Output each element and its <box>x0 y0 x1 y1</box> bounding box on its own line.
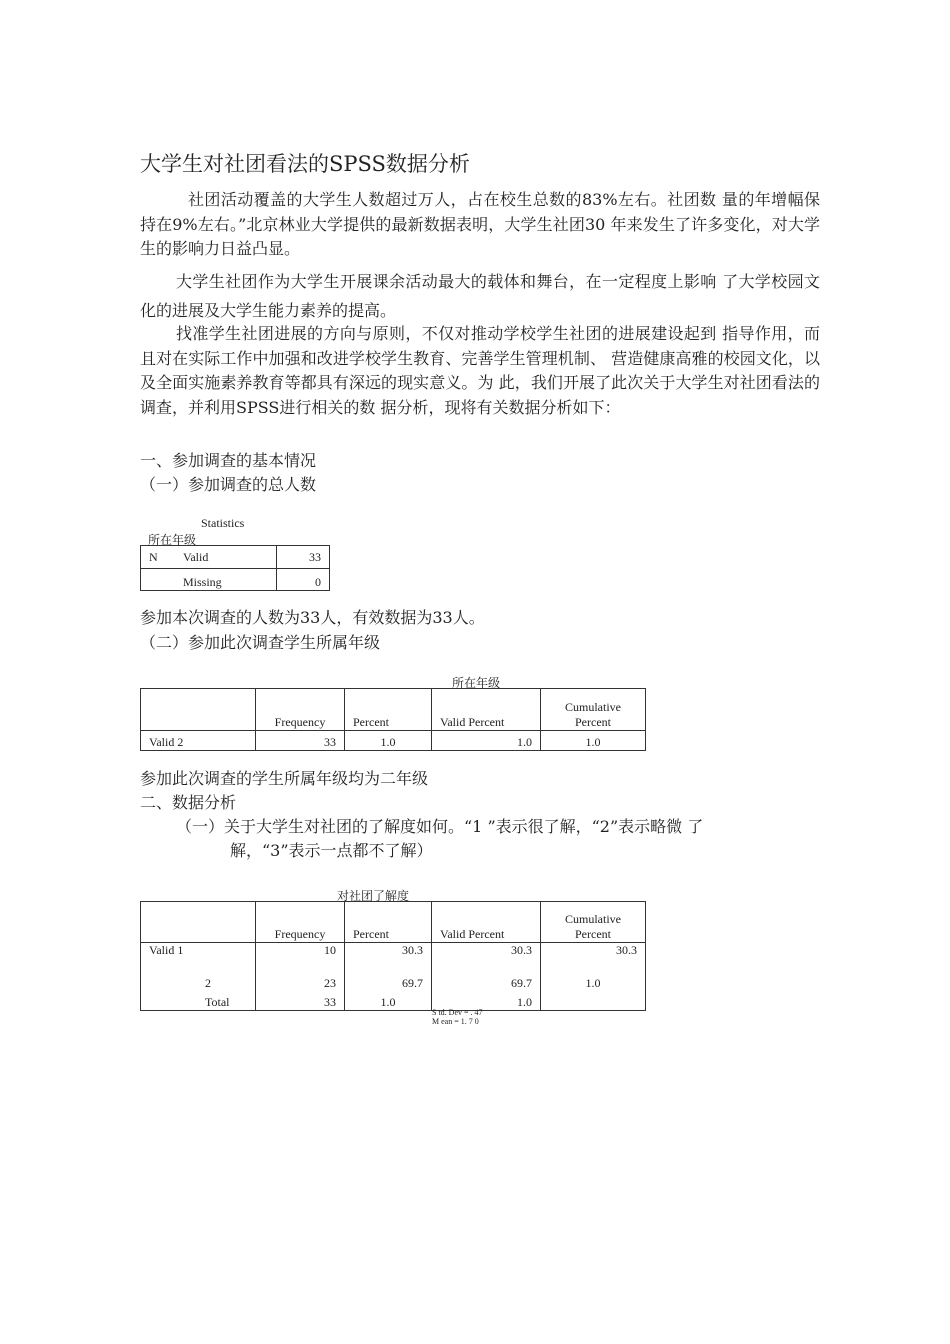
table-row: Total <box>141 991 256 1011</box>
grade-row-percent: 1.0 <box>345 731 432 751</box>
table-row: 2 <box>141 971 256 991</box>
grade-row-cumulative: 1.0 <box>541 731 646 751</box>
valid-value: 33 <box>276 546 329 569</box>
paragraph-2: 大学生社团作为大学生开展课余活动最大的载体和舞台，在一定程度上影响 了大学校园文化的进展及大学生能力素养的提高。 <box>140 272 820 320</box>
valid-label: Valid <box>175 546 276 569</box>
missing-label: Missing <box>175 569 276 591</box>
grade-table <box>140 688 646 751</box>
subheading-understanding-cont: 解，“3”表示一点都不了解） <box>230 841 433 860</box>
grade-header-cumulative: Cumulative Percent <box>541 689 646 731</box>
grade-header-valid-percent: Valid Percent <box>432 689 541 731</box>
chart-std-dev-note: S td. Dev = . 47 <box>432 1008 483 1017</box>
subheading-grade: （二）参加此次调查学生所属年级 <box>140 633 381 652</box>
grade-header-frequency: Frequency <box>256 689 345 731</box>
grade-header-percent: Percent <box>345 689 432 731</box>
understanding-header-cumulative: Cumulative Percent <box>541 902 646 943</box>
stats-table <box>140 545 330 591</box>
grade-table-title: 所在年级 <box>452 676 501 690</box>
n-label: N <box>141 546 176 569</box>
missing-value: 0 <box>276 569 329 591</box>
stats-table-title: Statistics <box>201 516 245 530</box>
understanding-header-valid-percent: Valid Percent <box>432 902 541 943</box>
understanding-table: Frequency Percent Valid Percent Cumulative Percent Valid 1 10 30.3 30.3 30.3 2 23 69.7 69.7 1.0 Total 33 1.0 1.0 <box>140 901 646 1011</box>
grade-summary: 参加此次调查的学生所属年级均为二年级 <box>140 769 429 788</box>
document-title: 大学生对社团看法的SPSS数据分析 <box>140 152 470 176</box>
section-heading-1: 一、参加调查的基本情况 <box>140 451 317 470</box>
subheading-total-count: （一）参加调查的总人数 <box>140 475 317 494</box>
grade-row-valid-percent: 1.0 <box>432 731 541 751</box>
stats-summary: 参加本次调查的人数为33人，有效数据为33人。 <box>140 608 485 627</box>
subheading-understanding: （一）关于大学生对社团的了解度如何。“1 ”表示很了解，“2”表示略微 了 <box>176 817 704 836</box>
chart-mean-note: M ean = 1. 7 0 <box>432 1017 479 1026</box>
paragraph-1: 社团活动覆盖的大学生人数超过万人，占在校生总数的83%左右。社团数 量的年增幅保持在9%左右。”北京林业大学提供的最新数据表明，大学生社团30 年来发生了许多变化，对大学生的影响力日益凸显。 <box>140 190 820 258</box>
paragraph-3: 找准学生社团进展的方向与原则，不仅对推动学校学生社团的进展建设起到 指导作用，而且对在实际工作中加强和改进学校学生教育、完善学生管理机制、 营造健康高雅的校园文化，以及全面实施素养教育等都具有深远的现实意义。为 此，我们开展了此次关于大学生对社团看法的调查，并利用SPSS进行相关的数 据分析，现将有关数据分析如下： <box>140 324 820 417</box>
understanding-header-percent: Percent <box>345 902 432 943</box>
grade-row-frequency: 33 <box>256 731 345 751</box>
table-row: Valid 1 <box>141 943 256 971</box>
understanding-header-frequency: Frequency <box>256 902 345 943</box>
section-heading-2: 二、数据分析 <box>140 793 237 812</box>
grade-row-label: Valid 2 <box>141 731 256 751</box>
understanding-table-title: 对社团了解度 <box>337 889 410 903</box>
stats-table-variable: 所在年级 <box>148 533 197 547</box>
